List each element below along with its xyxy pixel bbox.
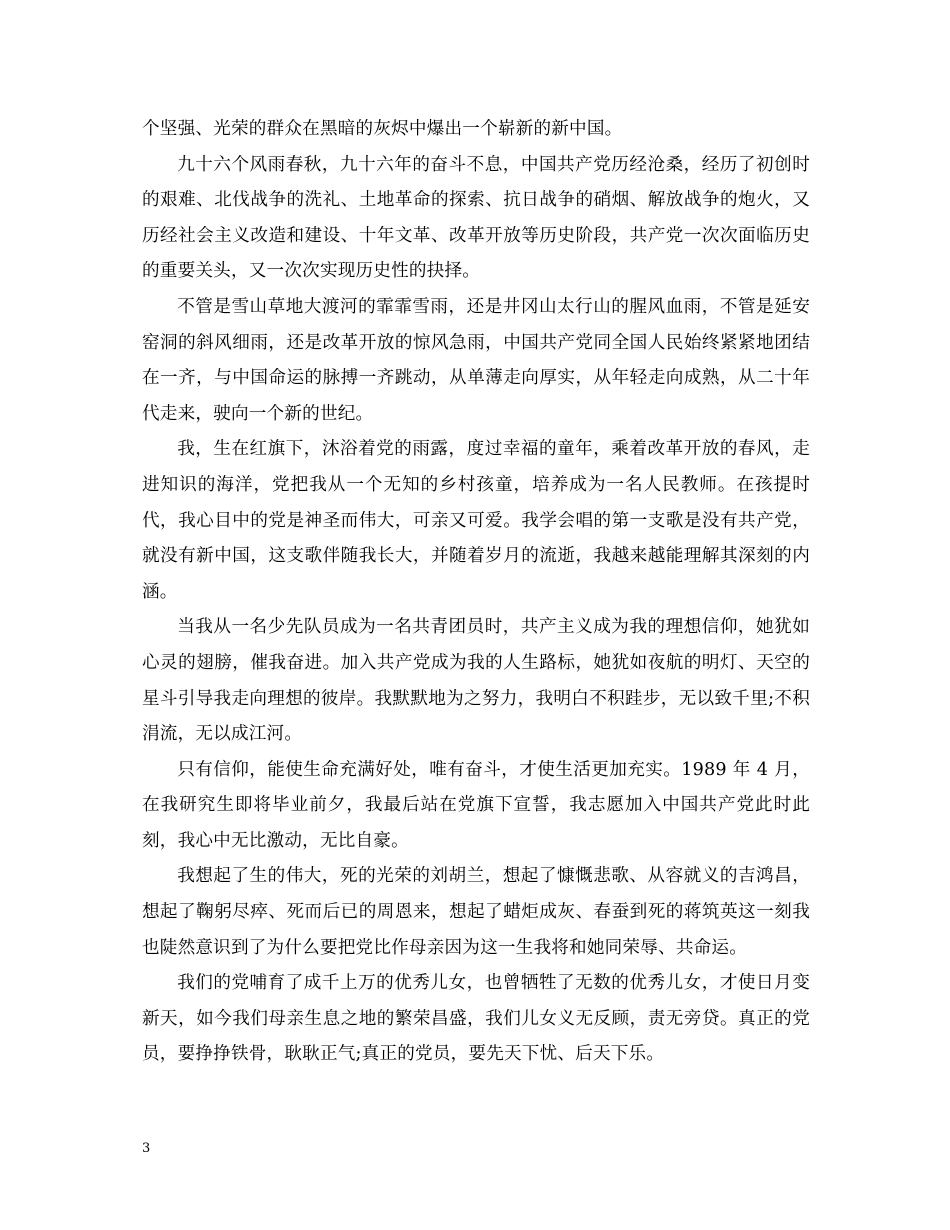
page-number: 3 (142, 1141, 151, 1156)
paragraph: 我，生在红旗下，沐浴着党的雨露，度过幸福的童年，乘着改革开放的春风，走进知识的海洋，党把我从一个无知的乡村孩童，培养成为一名人民教师。在孩提时代，我心目中的党是神圣而伟大，可亲又可爱。我学会唱的第一支歌是没有共产党，就没有新中国，这支歌伴随我长大，并随着岁月的流逝，我越来越能理解其深刻的内涵。 (142, 439, 810, 602)
paragraph: 不管是雪山草地大渡河的霏霏雪雨，还是井冈山太行山的腥风血雨，不管是延安窑洞的斜风细雨，还是改革开放的惊风急雨，中国共产党同全国人民始终紧紧地团结在一齐，与中国命运的脉搏一齐跳动，从单薄走向厚实，从年轻走向成熟，从二十年代走来，驶向一个新的世纪。 (142, 296, 810, 424)
paragraph: 我想起了生的伟大，死的光荣的刘胡兰，想起了慷慨悲歌、从容就义的吉鸿昌，想起了鞠躬尽瘁、死而后已的周恩来，想起了蜡炬成灰、春蚕到死的蒋筑英这一刻我也陡然意识到了为什么要把党比作母亲因为这一生我将和她同荣辱、共命运。 (142, 866, 810, 958)
paragraph-continuation: 个坚强、光荣的群众在黑暗的灰烬中爆出一个崭新的新中国。 (142, 119, 623, 139)
paragraph: 只有信仰，能使生命充满好处，唯有奋斗，才使生活更加充实。1989 年 4 月，在我研究生即将毕业前夕，我最后站在党旗下宣誓，我志愿加入中国共产党此时此刻，我心中无比激动，无比自豪。 (142, 759, 810, 851)
paragraph: 九十六个风雨春秋，九十六年的奋斗不息，中国共产党历经沧桑，经历了初创时的艰难、北伐战争的洗礼、土地革命的探索、抗日战争的硝烟、解放战争的炮火，又历经社会主义改造和建设、十年文革、改革开放等历史阶段，共产党一次次面临历史的重要关头，又一次次实现历史性的抉择。 (142, 154, 810, 282)
body-text (142, 112, 810, 1073)
paragraph: 当我从一名少先队员成为一名共青团员时，共产主义成为我的理想信仰，她犹如心灵的翅膀，催我奋进。加入共产党成为我的人生路标，她犹如夜航的明灯、天空的星斗引导我走向理想的彼岸。我默默地为之努力，我明白不积跬步，无以致千里;不积涓流，无以成江河。 (142, 617, 810, 745)
paragraph: 我们的党哺育了成千上万的优秀儿女，也曾牺牲了无数的优秀儿女，才使日月变新天，如今我们母亲生息之地的繁荣昌盛，我们儿女义无反顾，责无旁贷。真正的党员，要挣挣铁骨，耿耿正气;真正的党员，要先天下忧、后天下乐。 (142, 973, 810, 1065)
